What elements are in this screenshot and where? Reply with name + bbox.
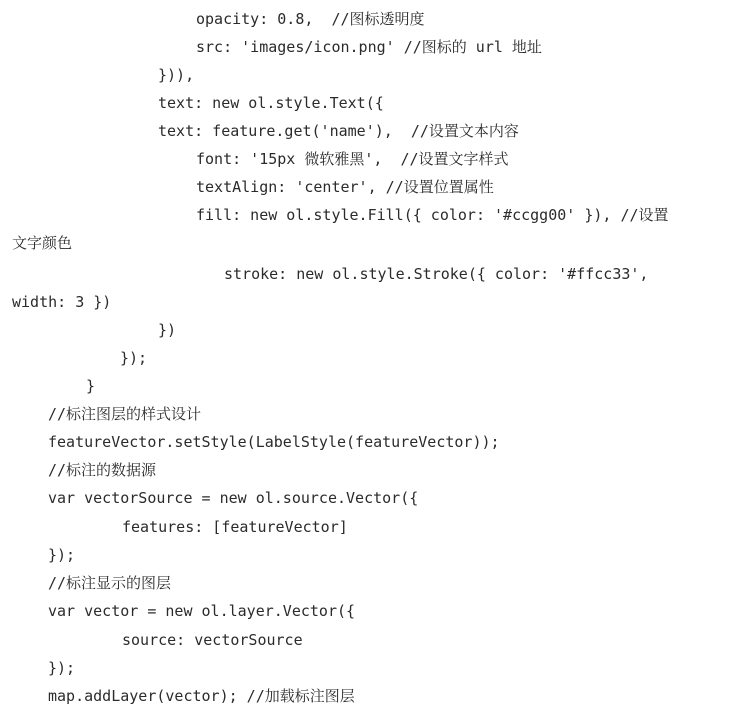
code-line: textAlign: 'center', //设置位置属性 — [196, 178, 494, 196]
code-line: stroke: new ol.style.Stroke({ color: '#ffcc33', — [224, 265, 649, 283]
code-line: //标注显示的图层 — [48, 574, 172, 592]
code-line: }); — [120, 349, 148, 367]
code-line: src: 'images/icon.png' //图标的 url 地址 — [196, 38, 542, 56]
code-line: } — [86, 377, 96, 395]
code-line: features: [featureVector] — [122, 518, 348, 536]
code-line: map.addLayer(vector); //加载标注图层 — [48, 687, 355, 705]
code-line: featureVector.setStyle(LabelStyle(featureVector)); — [48, 433, 500, 451]
code-line: opacity: 0.8, //图标透明度 — [196, 10, 425, 28]
code-line: })), — [158, 66, 195, 84]
code-line: //标注图层的样式设计 — [48, 405, 202, 423]
code-line: width: 3 }) — [12, 293, 112, 311]
code-line: fill: new ol.style.Fill({ color: '#ccgg00' }), //设置 — [196, 206, 669, 224]
code-line: 文字颜色 — [12, 234, 73, 252]
code-line: source: vectorSource — [122, 631, 303, 649]
code-line: }); — [48, 546, 76, 564]
code-line: }); — [48, 659, 76, 677]
code-line: text: new ol.style.Text({ — [158, 94, 384, 112]
code-line: //标注的数据源 — [48, 461, 157, 479]
code-line: text: feature.get('name'), //设置文本内容 — [158, 122, 519, 140]
code-line: }) — [158, 321, 177, 339]
code-line: font: '15px 微软雅黑', //设置文字样式 — [196, 150, 509, 168]
code-line: var vectorSource = new ol.source.Vector({ — [48, 489, 419, 507]
code-line: var vector = new ol.layer.Vector({ — [48, 602, 356, 620]
